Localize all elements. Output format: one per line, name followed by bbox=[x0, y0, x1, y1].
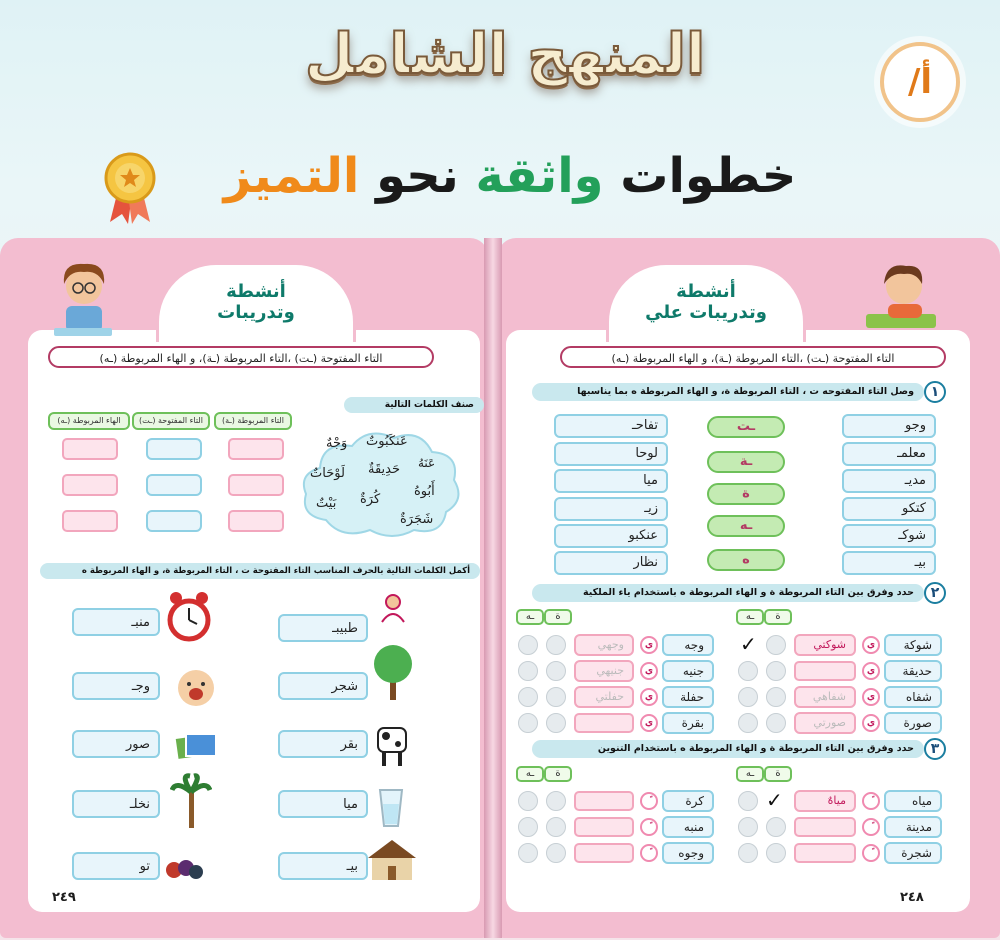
q2-circle[interactable] bbox=[518, 661, 538, 681]
q1-right-word-1: وجو bbox=[842, 414, 936, 438]
q1-left-word-6: نظار bbox=[554, 551, 668, 575]
complete-left-1[interactable]: منبـ bbox=[72, 608, 160, 636]
complete-right-5[interactable]: بيـ bbox=[278, 852, 368, 880]
q2-word-2: حديقة bbox=[884, 660, 942, 682]
q1-letter-2[interactable]: ـة bbox=[707, 451, 785, 473]
classify-slot[interactable] bbox=[228, 510, 284, 532]
classify-slot[interactable] bbox=[62, 438, 118, 460]
alarm-clock-icon bbox=[166, 590, 212, 646]
q3-number: ٣ bbox=[924, 738, 946, 760]
q3-word-3: شجرة bbox=[884, 842, 942, 864]
cloud-word: عَنَهُ bbox=[418, 456, 436, 470]
q3-circle[interactable] bbox=[518, 791, 538, 811]
classify-instruction: صنف الكلمات التالية bbox=[344, 397, 484, 413]
q2-left-word-1: وجه bbox=[662, 634, 714, 656]
q1-left-word-1: تفاحـ bbox=[554, 414, 668, 438]
doctor-icon bbox=[378, 592, 408, 624]
q2-word-4: صورة bbox=[884, 712, 942, 734]
q1-letter-4[interactable]: ـه bbox=[707, 515, 785, 537]
q3-header-ta-right: ة bbox=[764, 766, 792, 782]
q3-left-word-2: منبه bbox=[662, 816, 714, 838]
subtitle bbox=[150, 148, 870, 204]
q3-badge bbox=[862, 792, 880, 810]
q2-circle[interactable] bbox=[738, 661, 758, 681]
classify-slot[interactable] bbox=[228, 474, 284, 496]
q2-circle[interactable] bbox=[546, 661, 566, 681]
q3-header-ha-right: ـه bbox=[736, 766, 764, 782]
q2-left-answer-4[interactable] bbox=[574, 713, 634, 733]
classify-slot[interactable] bbox=[62, 510, 118, 532]
q2-circle[interactable] bbox=[518, 687, 538, 707]
q2-header-ta-right: ة bbox=[764, 609, 792, 625]
q2-left-word-3: حفلة bbox=[662, 686, 714, 708]
q2-header-ha-right: ـه bbox=[736, 609, 764, 625]
q3-circle[interactable] bbox=[738, 843, 758, 863]
complete-right-3[interactable]: بقر bbox=[278, 730, 368, 758]
complete-left-3[interactable]: صور bbox=[72, 730, 160, 758]
q1-right-word-3: مديـ bbox=[842, 469, 936, 493]
q2-left-word-4: بقرة bbox=[662, 712, 714, 734]
child-reading-icon bbox=[48, 256, 118, 340]
q1-letter-5[interactable]: ه bbox=[707, 549, 785, 571]
classify-slot[interactable] bbox=[228, 438, 284, 460]
q1-right-word-2: معلمـ bbox=[842, 442, 936, 466]
cloud-word: عَنكَبُوتٌ bbox=[366, 434, 408, 449]
q3-word-1: مياه bbox=[884, 790, 942, 812]
page-number-right: ٢٤٨ bbox=[900, 890, 924, 905]
q1-instruction: وصل التاء المفتوحه ت ، التاء المربوطة ة، و الهاء المربوطة ه بما يناسبها bbox=[532, 383, 924, 401]
tree-icon bbox=[370, 644, 416, 702]
q3-header-ha-left: ـه bbox=[516, 766, 544, 782]
complete-right-2[interactable]: شجر bbox=[278, 672, 368, 700]
cloud-word: حَدِيقَةٌ bbox=[368, 462, 401, 477]
berries-icon bbox=[164, 852, 206, 882]
q2-header-ta-left: ة bbox=[544, 609, 572, 625]
q3-answer-3[interactable] bbox=[794, 843, 856, 863]
page-number-left: ٢٤٩ bbox=[52, 890, 76, 905]
q2-circle[interactable] bbox=[546, 635, 566, 655]
q2-badge: ي bbox=[640, 636, 658, 654]
q3-left-word-3: وجوه bbox=[662, 842, 714, 864]
cloud-word: شَجَرَةٌ bbox=[400, 512, 434, 527]
classify-slot[interactable] bbox=[62, 474, 118, 496]
q3-circle[interactable] bbox=[518, 817, 538, 837]
photos-icon bbox=[174, 730, 218, 762]
q3-answer-2[interactable] bbox=[794, 817, 856, 837]
q2-header-ha-left: ـه bbox=[516, 609, 544, 625]
left-tab bbox=[156, 262, 356, 342]
q2-circle[interactable] bbox=[766, 661, 786, 681]
q3-badge bbox=[640, 844, 658, 862]
complete-left-4[interactable]: نخلـ bbox=[72, 790, 160, 818]
q3-circle[interactable] bbox=[518, 843, 538, 863]
q3-left-answer-1[interactable] bbox=[574, 791, 634, 811]
q1-left-word-2: لوحا bbox=[554, 442, 668, 466]
q2-word-1: شوكة bbox=[884, 634, 942, 656]
complete-right-1[interactable]: طبيبـ bbox=[278, 614, 368, 642]
q2-answer-3[interactable]: شفاهي bbox=[794, 686, 856, 708]
rules-banner: التاء المفتوحة (ـت) ،التاء المربوطة (ـة)، و الهاء المربوطة (ـه) bbox=[48, 346, 434, 368]
q1-right-word-6: بيـ bbox=[842, 551, 936, 575]
right-tab-subtitle: وتدريبات علي bbox=[645, 302, 767, 323]
q2-badge: ي bbox=[862, 636, 880, 654]
subtitle-word-3: نحو bbox=[376, 148, 459, 204]
complete-right-4[interactable]: ميا bbox=[278, 790, 368, 818]
q1-left-word-4: زيـ bbox=[554, 497, 668, 521]
q2-badge: ي bbox=[862, 662, 880, 680]
q2-left-word-2: جنيه bbox=[662, 660, 714, 682]
house-icon bbox=[364, 838, 420, 882]
category-ta-marbuta: التاء المربوطة (ـة) bbox=[214, 412, 292, 430]
cow-icon bbox=[374, 712, 410, 768]
check-icon: ✓ bbox=[740, 632, 757, 656]
q2-word-3: شفاه bbox=[884, 686, 942, 708]
q2-circle[interactable] bbox=[518, 713, 538, 733]
q3-word-2: مدينة bbox=[884, 816, 942, 838]
child-writing-icon bbox=[862, 258, 942, 334]
category-ha-marbuta: الهاء المربوطة (ـه) bbox=[48, 412, 130, 430]
q1-number: ١ bbox=[924, 381, 946, 403]
q1-left-word-3: ميا bbox=[554, 469, 668, 493]
q3-circle[interactable] bbox=[546, 817, 566, 837]
subtitle-word-1: خطوات bbox=[620, 148, 797, 204]
q3-left-word-1: كرة bbox=[662, 790, 714, 812]
q3-badge bbox=[640, 818, 658, 836]
q3-header-ta-left: ة bbox=[544, 766, 572, 782]
water-glass-icon bbox=[376, 788, 406, 828]
q3-badge bbox=[862, 818, 880, 836]
q1-letter-3[interactable]: ة bbox=[707, 483, 785, 505]
q1-left-word-5: عنكبو bbox=[554, 524, 668, 548]
cloud-word: وَجْهٌ bbox=[326, 436, 348, 451]
q3-left-answer-2[interactable] bbox=[574, 817, 634, 837]
q2-answer-2[interactable] bbox=[794, 661, 856, 681]
cloud-word: أَبُوهُ bbox=[414, 484, 435, 499]
q2-circle[interactable] bbox=[518, 635, 538, 655]
q3-circle[interactable] bbox=[766, 817, 786, 837]
subtitle-word-4: التميز bbox=[223, 148, 360, 204]
q2-answer-1[interactable]: شوكتي bbox=[794, 634, 856, 656]
classify-slot[interactable] bbox=[146, 510, 202, 532]
q2-circle[interactable] bbox=[738, 687, 758, 707]
cloud-word: بَيْتٌ bbox=[316, 496, 337, 511]
q2-answer-4[interactable]: صورتي bbox=[794, 712, 856, 734]
cloud-word: لَوْحَاتٌ bbox=[310, 466, 345, 481]
q2-circle[interactable] bbox=[546, 713, 566, 733]
right-tab-title: أنشطة bbox=[676, 281, 736, 302]
q2-left-answer-2[interactable]: جنيهي bbox=[574, 660, 634, 682]
q3-circle[interactable] bbox=[766, 843, 786, 863]
q1-right-word-5: شوكـ bbox=[842, 524, 936, 548]
q3-badge bbox=[862, 844, 880, 862]
page-title: المنهج الشامل bbox=[304, 22, 706, 87]
q2-circle[interactable] bbox=[546, 687, 566, 707]
complete-left-2[interactable]: وجـ bbox=[72, 672, 160, 700]
q2-circle[interactable] bbox=[766, 687, 786, 707]
q2-circle[interactable] bbox=[738, 713, 758, 733]
q1-right-word-4: كتكو bbox=[842, 497, 936, 521]
category-ta-maftuha: التاء المفتوحة (ـت) bbox=[132, 412, 210, 430]
q3-left-answer-3[interactable] bbox=[574, 843, 634, 863]
right-tab bbox=[606, 262, 806, 342]
complete-left-5[interactable]: تو bbox=[72, 852, 160, 880]
brand-logo: أ/ bbox=[880, 42, 960, 122]
q2-badge: ي bbox=[640, 714, 658, 732]
cloud-word: كُرَةٌ bbox=[360, 492, 381, 507]
check-icon: ✓ bbox=[766, 788, 783, 812]
book-spine bbox=[484, 238, 502, 938]
q3-circle[interactable] bbox=[738, 817, 758, 837]
q2-badge: ي bbox=[862, 714, 880, 732]
palm-tree-icon bbox=[170, 772, 212, 830]
rules-banner: التاء المفتوحة (ـت) ،التاء المربوطة (ـة)، و الهاء المربوطة (ـه) bbox=[560, 346, 946, 368]
q3-circle[interactable] bbox=[546, 791, 566, 811]
q2-instruction: حدد وفرق بين التاء المربوطة ة و الهاء المربوطة ه باستخدام ياء الملكية bbox=[532, 584, 924, 602]
q3-instruction: حدد وفرق بين التاء المربوطة ة و الهاء المربوطة ه باستخدام التنوين bbox=[532, 740, 924, 758]
q3-answer-1[interactable]: مياهٌ bbox=[794, 790, 856, 812]
medal-icon bbox=[100, 150, 160, 224]
q3-circle[interactable] bbox=[546, 843, 566, 863]
q2-circle[interactable] bbox=[766, 713, 786, 733]
subtitle-word-2: واثقة bbox=[475, 148, 604, 204]
classify-slot[interactable] bbox=[146, 474, 202, 496]
q2-circle[interactable] bbox=[766, 635, 786, 655]
q2-badge: ي bbox=[862, 688, 880, 706]
q1-letter-1[interactable]: ـت bbox=[707, 416, 785, 438]
complete-instruction: أكمل الكلمات التالية بالحرف المناسب التاء المفتوحة ت ، التاء المربوطة ة، و الهاء المربوطة ه bbox=[40, 563, 480, 579]
q2-left-answer-1[interactable]: وجهي bbox=[574, 634, 634, 656]
classify-slot[interactable] bbox=[146, 438, 202, 460]
q3-badge bbox=[640, 792, 658, 810]
left-tab-subtitle: وتدريبات bbox=[217, 302, 295, 323]
q2-number: ٢ bbox=[924, 582, 946, 604]
q2-badge: ي bbox=[640, 662, 658, 680]
baby-face-icon bbox=[176, 664, 216, 710]
q3-circle[interactable] bbox=[738, 791, 758, 811]
q2-left-answer-3[interactable]: حفلتي bbox=[574, 686, 634, 708]
q2-badge: ي bbox=[640, 688, 658, 706]
left-tab-title: أنشطة bbox=[226, 281, 286, 302]
